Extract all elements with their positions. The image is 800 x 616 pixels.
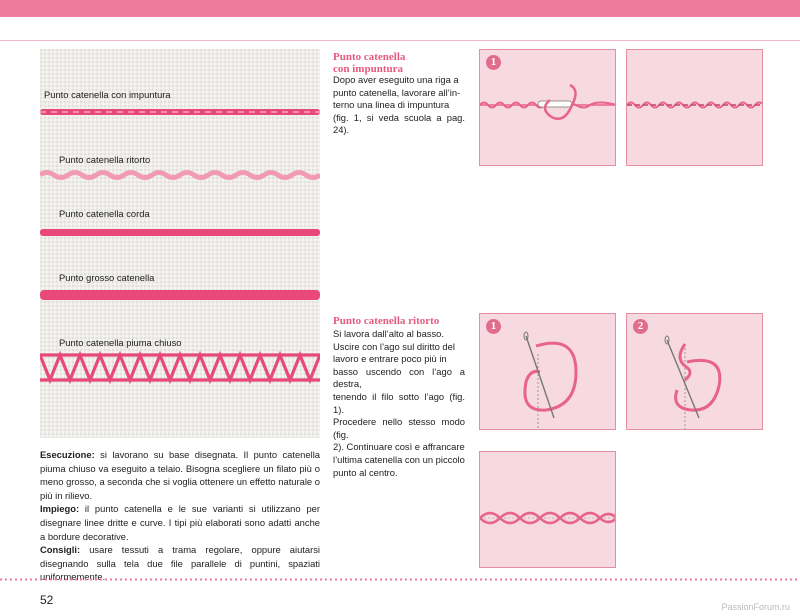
figure-number-1: 1 [486, 55, 501, 70]
section2-title: Punto catenella ritorto [333, 315, 440, 327]
header-rule [0, 40, 800, 41]
figure-backstitch-step1 [479, 49, 616, 166]
figure-twisted-step1 [479, 313, 616, 430]
section1-title: Punto catenella con impuntura [333, 51, 406, 75]
sample-cord-chain [40, 229, 320, 236]
figure-number-1-twisted: 1 [486, 319, 501, 334]
section1-body: Dopo aver eseguito una riga a punto catenella, lavorare all’in- terno una linea di impuntura (fig. 1, si veda scuola a pag. 24). [333, 74, 465, 136]
photo-label-4: Punto grosso catenella [59, 272, 155, 283]
figure-twisted-finished [479, 451, 616, 568]
paragraph-execution: Esecuzione: si lavorano su base disegnata. Il punto catenella piuma chiuso va eseguito a telaio. Bisogna scegliere un filato più o meno grosso, a seconda che si voglia ottenere un effetto naturale o più in rilievo. [40, 449, 320, 501]
sample-heavy-chain [40, 290, 320, 300]
sample-chain-backstitch [40, 109, 320, 115]
main-text [40, 448, 320, 584]
photo-label-1: Punto catenella con impuntura [44, 89, 171, 100]
paragraph-usage: Impiego: il punto catenella e le sue varianti si utilizzano per disegnare linee dritte e curve. I tipi più elaborati sono adatti anche a bordure decorative. [40, 503, 320, 542]
figure-twisted-step2 [626, 313, 763, 430]
stitch-sample-photo [40, 49, 320, 438]
photo-label-3: Punto catenella corda [59, 208, 150, 219]
page-number: 52 [40, 593, 54, 607]
photo-label-5: Punto catenella piuma chiuso [59, 337, 182, 348]
paragraph-tips: Consigli: usare tessuti a trama regolare, oppure aiutarsi disegnando sulla tela due file parallele di puntini, spaziati uniformemente. [40, 544, 320, 583]
section2-body: Si lavora dall’alto al basso. Uscire con l’ago sul diritto del lavoro e entrare poco più in basso uscendo con l’ago a destra, tenendo il filo sotto l’ago (fig. 1). Procedere nello stesso modo (fig. 2). Continuare così e affrancare l’ultima catenella con un piccolo punto al centro. [333, 328, 465, 478]
figure-number-2-twisted: 2 [633, 319, 648, 334]
figure-backstitch-finished [626, 49, 763, 166]
photo-label-2: Punto catenella ritorto [59, 154, 151, 165]
footer-dotted-rule [0, 578, 800, 581]
watermark: PassionForum.ru [721, 602, 790, 612]
header-band [0, 0, 800, 17]
sample-twisted-chain [40, 173, 320, 178]
